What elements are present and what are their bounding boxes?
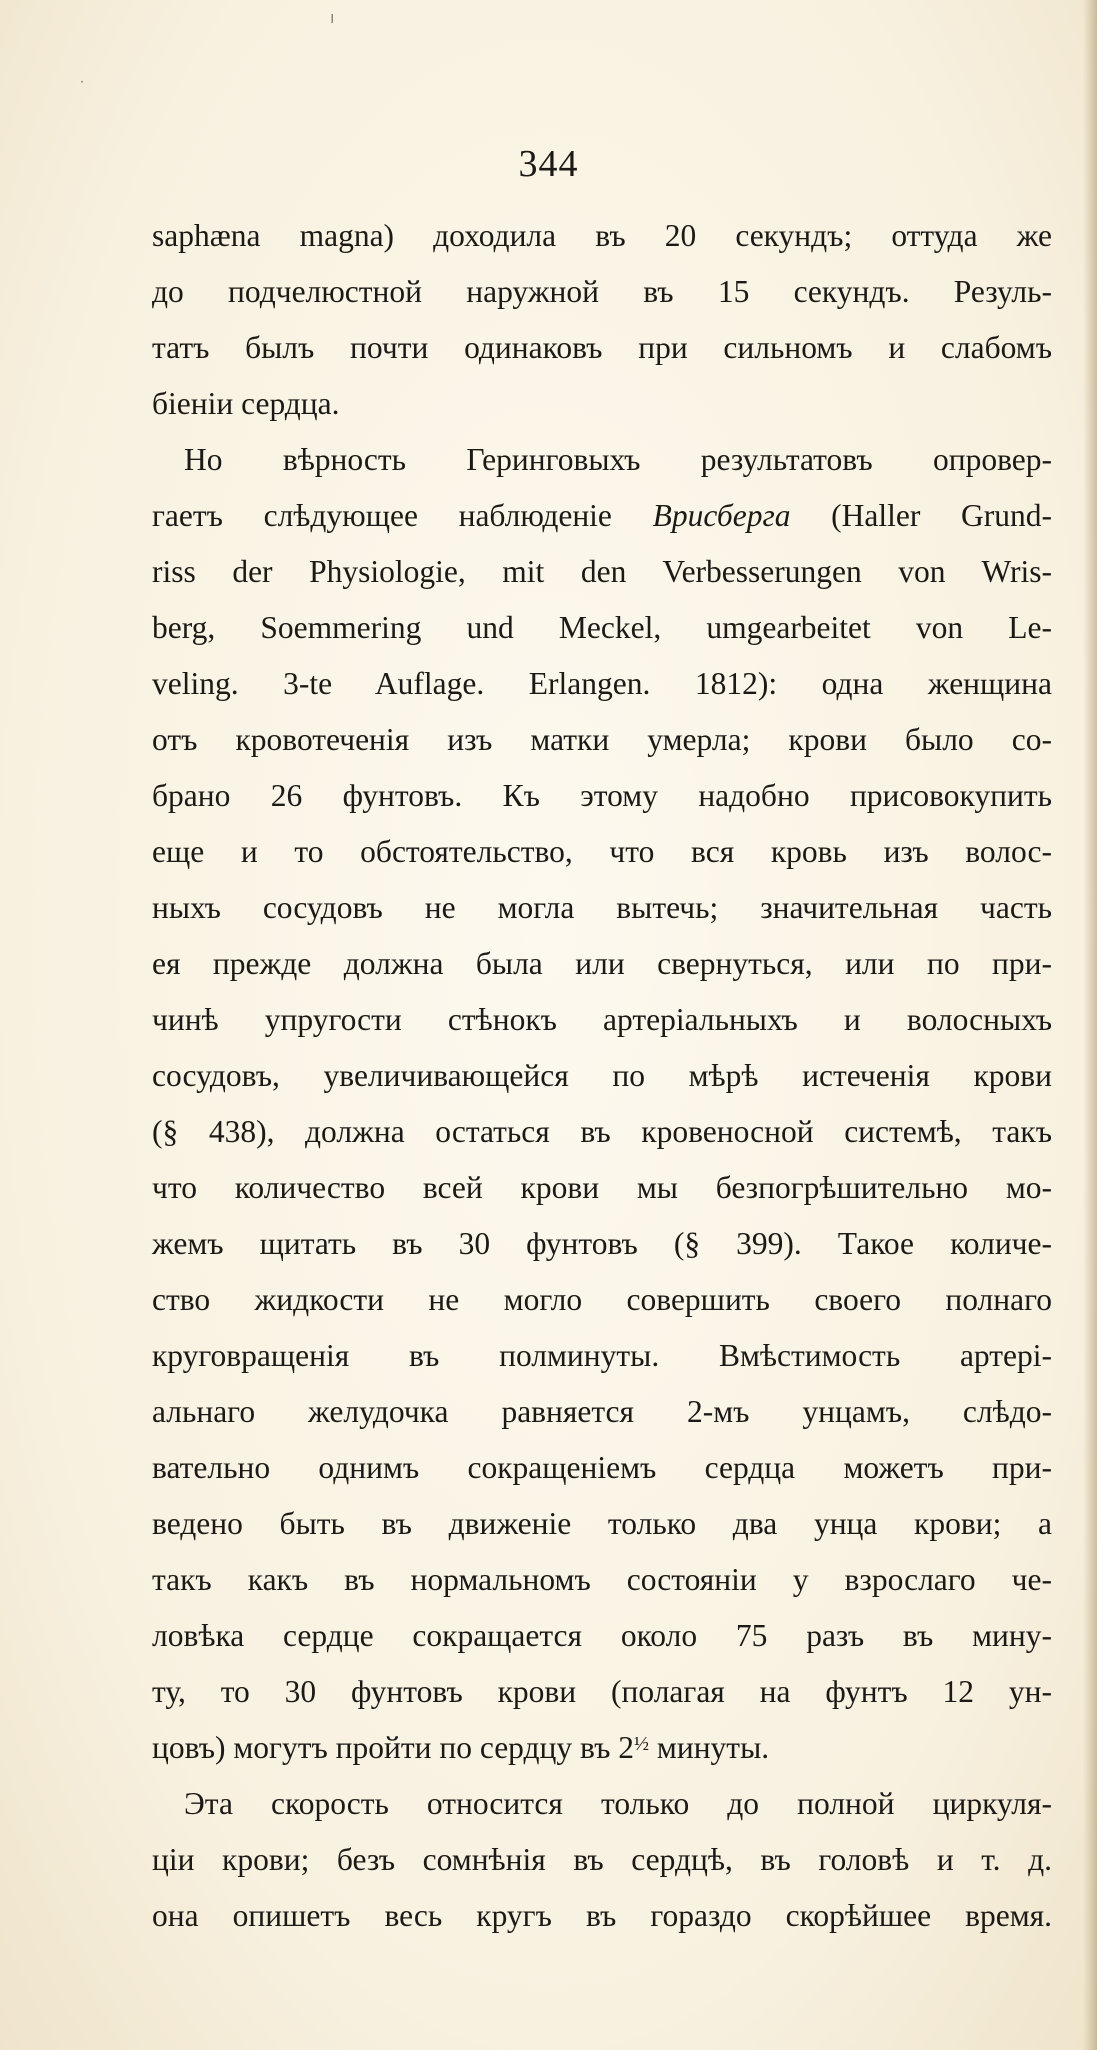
text-line-end: минуты. <box>649 1730 770 1765</box>
text-line: еще и то обстоятельство, что вся кровь изъ волос- <box>152 834 1052 869</box>
text-line: berg, Soemmering und Meckel, umgearbeitet von Le- <box>152 610 1052 645</box>
text-line: saphæna magna) доходила въ 20 секундъ; оттуда же <box>152 218 1052 253</box>
text-line: брано 26 фунтовъ. Къ этому надобно присовокупить <box>152 778 1052 813</box>
text-line <box>152 1720 1052 1776</box>
text-line: ведено быть въ движеніе только два унца крови; а <box>152 1506 1052 1541</box>
page-edge-shadow <box>1083 0 1097 2050</box>
text-line: вательно однимъ сокращеніемъ сердца можетъ при- <box>152 1450 1052 1485</box>
text-line: альнаго желудочка равняется 2-мъ унцамъ, слѣдо- <box>152 1394 1052 1429</box>
text-line: она опишетъ весь кругъ въ гораздо скорѣйшее время. <box>152 1898 1052 1933</box>
author-name-italic: Врисберга <box>652 498 791 533</box>
text-line-content: гаетъ слѣдующее наблюденіе <box>152 498 653 533</box>
paragraph-start-line: Эта скорость относится только до полной циркуля- <box>184 1786 1052 1821</box>
text-line: татъ былъ почти одинаковъ при сильномъ и слабомъ <box>152 330 1052 365</box>
text-line: ство жидкости не могло совершить своего полнаго <box>152 1282 1052 1317</box>
text-line: veling. 3-te Auflage. Erlangen. 1812): одна женщина <box>152 666 1052 701</box>
text-line: ціи крови; безъ сомнѣнія въ сердцѣ, въ головѣ и т. д. <box>152 1842 1052 1877</box>
text-line: жемъ щитать въ 30 фунтовъ (§ 399). Такое количе- <box>152 1226 1052 1261</box>
text-line: біеніи сердца. <box>152 386 340 421</box>
paragraph-start-line <box>152 432 1052 488</box>
page-number: 344 <box>518 143 579 185</box>
text-line: что количество всей крови мы безпогрѣшительно мо- <box>152 1170 1052 1205</box>
text-line: чинѣ упругости стѣнокъ артеріальныхъ и волосныхъ <box>152 1002 1052 1037</box>
text-line: ея прежде должна была или свернуться, или по при- <box>152 946 1052 981</box>
text-line: ловѣка сердце сокращается около 75 разъ въ мину- <box>152 1618 1052 1653</box>
text-line-content: Но вѣрность Геринговыхъ результатовъ опровер- <box>184 442 1052 477</box>
scan-speck: ı <box>330 8 335 27</box>
text-line: ныхъ сосудовъ не могла вытечь; значительная часть <box>152 890 1052 925</box>
text-line: (§ 438), должна остаться въ кровеносной системѣ, такъ <box>152 1114 1052 1149</box>
citation-start: (Haller Grund- <box>790 498 1052 533</box>
text-line <box>152 488 1052 544</box>
text-line: сосудовъ, увеличивающейся по мѣрѣ истеченія крови <box>152 1058 1052 1093</box>
text-line-content: цовъ) могутъ пройти по сердцу въ 2 <box>152 1730 635 1765</box>
text-line: до подчелюстной наружной въ 15 секундъ. Резуль- <box>152 274 1052 309</box>
body-text <box>152 208 1052 1944</box>
text-line: ту, то 30 фунтовъ крови (полагая на фунтъ 12 ун- <box>152 1674 1052 1709</box>
text-line: riss der Physiologie, mit den Verbesserungen von Wris- <box>152 554 1052 589</box>
text-line: круговращенія въ полминуты. Вмѣстимость артері- <box>152 1338 1052 1373</box>
text-line: такъ какъ въ нормальномъ состояніи у взрослаго че- <box>152 1562 1052 1597</box>
text-line: отъ кровотеченія изъ матки умерла; крови было со- <box>152 722 1052 757</box>
scan-speck: ˙ <box>78 78 86 97</box>
fraction: ½ <box>634 1733 650 1755</box>
